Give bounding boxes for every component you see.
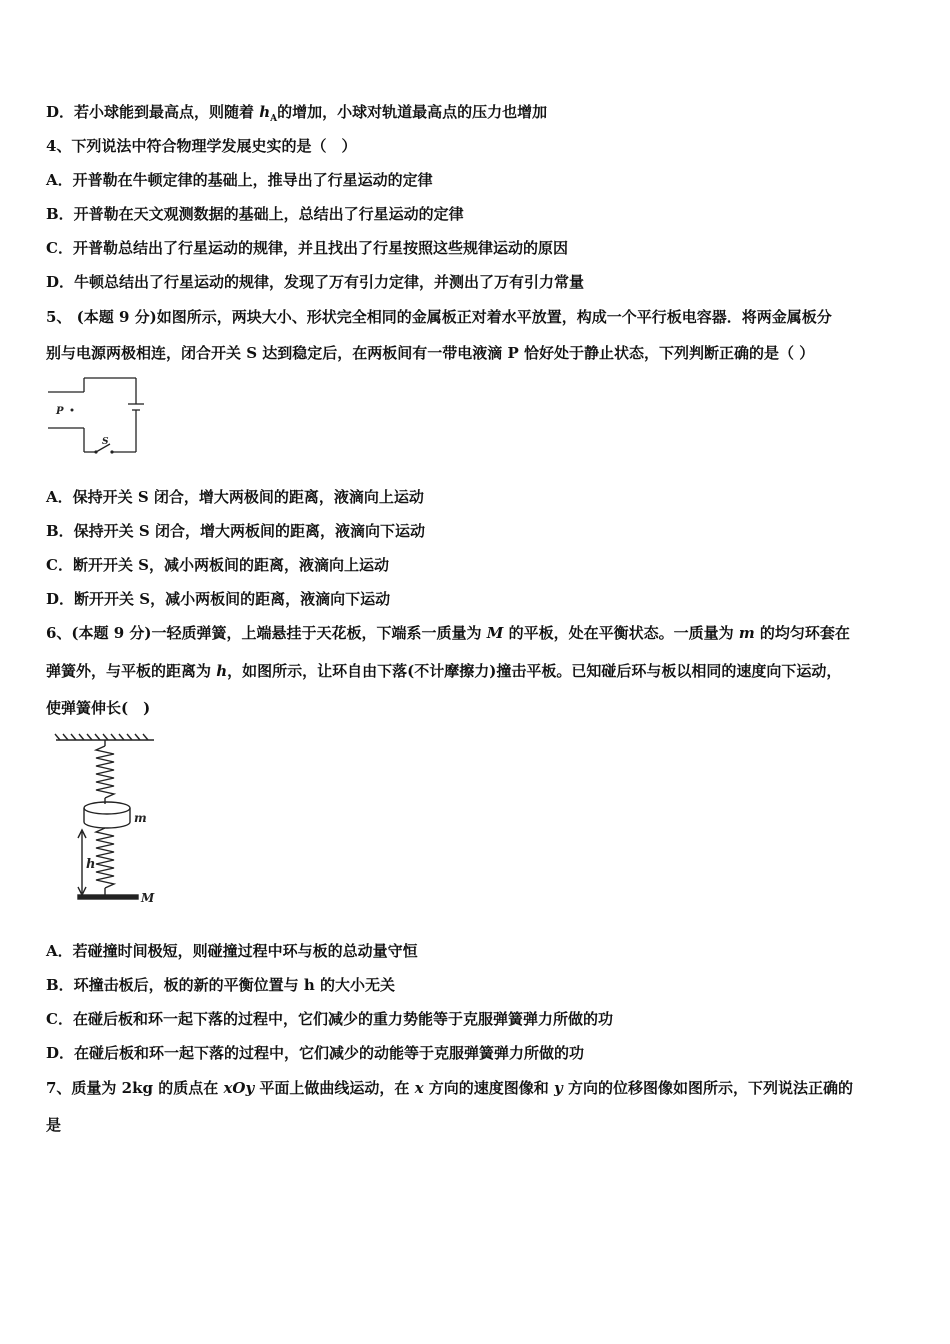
q4-option-c: C．开普勒总结出了行星运动的规律，并且找出了行星按照这些规律运动的原因: [46, 239, 568, 257]
q5-stem-line2: 别与电源两极相连，闭合开关 S 达到稳定后，在两板间有一带电液滴 P 恰好处于静止状态，下列判断正确的是（ ）: [46, 344, 815, 362]
q5-option-b: B．保持开关 S 闭合，增大两板间的距离，液滴向下运动: [46, 522, 425, 540]
q6-stem-line3: 使弹簧伸长( ): [46, 699, 151, 717]
q7-stem-line1: 7、质量为 2kg 的质点在 xOy 平面上做曲线运动，在 x 方向的速度图像和 y 方向的位移图像如图所示，下列说法正确的: [46, 1079, 853, 1097]
droplet-p: [71, 409, 74, 412]
q5-option-d: D．断开开关 S，减小两板间的距离，液滴向下运动: [46, 590, 391, 608]
q4-stem: 4、下列说法中符合物理学发展史实的是（ ）: [46, 137, 357, 155]
q7-stem-line2: 是: [46, 1116, 62, 1134]
capacitor-circuit-figure: [44, 372, 144, 458]
label-h: h: [86, 857, 96, 872]
switch-contact-right: [110, 450, 113, 453]
label-plate-m: M: [141, 891, 155, 905]
q4-option-a: A．开普勒在牛顿定律的基础上，推导出了行星运动的定律: [46, 171, 433, 189]
q6-option-c: C．在碰后板和环一起下落的过程中，它们减少的重力势能等于克服弹簧弹力所做的功: [46, 1010, 613, 1028]
q6-option-a: A．若碰撞时间极短，则碰撞过程中环与板的总动量守恒: [46, 942, 418, 960]
q6-option-d: D．在碰后板和环一起下落的过程中，它们减少的动能等于克服弹簧弹力所做的功: [46, 1044, 585, 1062]
plate-m: [78, 895, 138, 899]
q6-option-b: B．环撞击板后，板的新的平衡位置与 h 的大小无关: [46, 976, 396, 994]
label-s: S: [102, 437, 109, 447]
q5-option-c: C．断开开关 S，减小两板间的距离，液滴向上运动: [46, 556, 389, 574]
q5-stem-line1: 5、 (本题 9 分)如图所示，两块大小、形状完全相同的金属板正对着水平放置，构成一个平行板电容器．将两金属板分: [46, 308, 832, 326]
label-p: P: [56, 406, 64, 417]
q4-option-d: D．牛顿总结出了行星运动的规律，发现了万有引力定律，并测出了万有引力常量: [46, 273, 585, 291]
switch-contact-left: [94, 450, 97, 453]
q4-option-b: B．开普勒在天文观测数据的基础上，总结出了行星运动的定律: [46, 205, 464, 223]
q3-option-d: D．若小球能到最高点，则随着 $h_A$的增加，小球对轨道最高点的压力也增加: [46, 103, 548, 124]
spring-ring-figure: [50, 730, 170, 910]
q6-stem-line1: 6、(本题 9 分)一轻质弹簧，上端悬挂于天花板，下端系一质量为 M 的平板，处在平衡状态。一质量为 m 的均匀环套在: [46, 624, 850, 642]
q5-option-a: A．保持开关 S 闭合，增大两极间的距离，液滴向上运动: [46, 488, 424, 506]
q6-stem-line2: 弹簧外，与平板的距离为 h，如图所示，让环自由下落(不计摩擦力)撞击平板。已知碰后环与板以相同的速度向下运动，: [46, 662, 842, 680]
label-ring-m: m: [134, 811, 147, 825]
